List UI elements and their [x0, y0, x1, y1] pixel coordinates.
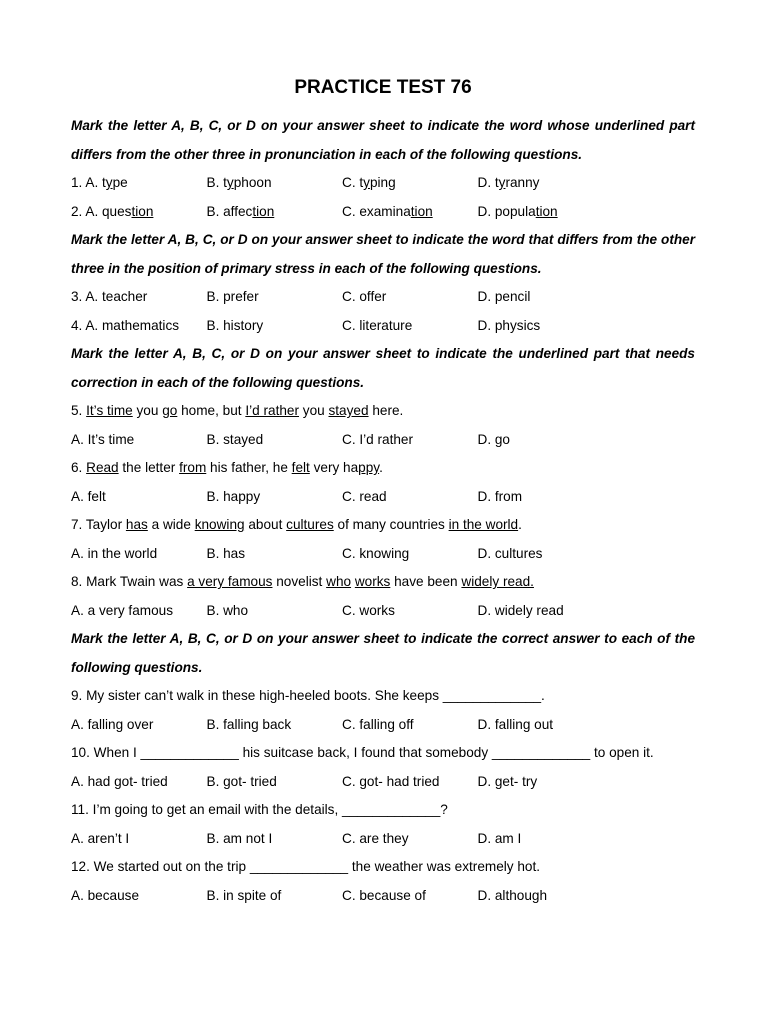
option-6b: B. happy: [206, 488, 261, 504]
option-7a: A. in the world: [71, 545, 158, 561]
option-9b: B. falling back: [206, 716, 292, 732]
option-2b: B. affection: [206, 203, 275, 219]
question-8-stem: 8. Mark Twain was a very famous novelist who works have been widely read.: [71, 574, 534, 589]
question-12-options: [71, 882, 695, 911]
option-5b: B. stayed: [206, 431, 264, 447]
question-6-stem: 6. Read the letter from his father, he felt very happy.: [71, 460, 383, 475]
option-5a: A. It’s time: [71, 431, 135, 447]
option-5c: C. I’d rather: [342, 431, 414, 447]
option-4c: C. literature: [342, 317, 413, 333]
question-8-options: [71, 597, 695, 626]
instruction-answers: Mark the letter A, B, C, or D on your answer sheet to indicate the correct answer to each of the following questions.: [71, 631, 695, 675]
question-2: [71, 198, 695, 227]
option-11a: A. aren’t I: [71, 830, 130, 846]
question-10-stem: 10. When I _____________ his suitcase back, I found that somebody _____________ to open it.: [71, 745, 654, 760]
document-page: [71, 74, 695, 910]
question-9-options: [71, 711, 695, 740]
question-5-options: [71, 426, 695, 455]
question-4: [71, 312, 695, 341]
option-4a: 4. A. mathematics: [71, 317, 180, 333]
question-9-stem: 9. My sister can’t walk in these high-heeled boots. She keeps _____________.: [71, 688, 545, 703]
option-9a: A. falling over: [71, 716, 154, 732]
option-3a: 3. A. teacher: [71, 289, 148, 304]
option-2a: 2. A. question: [71, 203, 154, 219]
option-9c: C. falling off: [342, 716, 414, 732]
question-10-options: [71, 768, 695, 797]
option-10a: A. had got- tried: [71, 773, 168, 789]
option-8c: C. works: [342, 602, 395, 618]
question-7-stem: 7. Taylor has a wide knowing about cultures of many countries in the world.: [71, 517, 522, 532]
option-12d: D. although: [477, 887, 548, 903]
option-11c: C. are they: [342, 830, 409, 846]
page-title: PRACTICE TEST 76: [294, 77, 472, 98]
option-11b: B. am not I: [206, 830, 273, 846]
option-1d: D. tyranny: [477, 175, 540, 190]
option-1b: B. typhoon: [206, 175, 272, 190]
option-2c: C. examination: [342, 203, 433, 219]
option-12b: B. in spite of: [206, 887, 282, 903]
option-1a: 1. A. type: [71, 175, 128, 190]
option-7c: C. knowing: [342, 545, 410, 561]
option-11d: D. am I: [477, 830, 522, 846]
option-6d: D. from: [477, 488, 523, 504]
option-7d: D. cultures: [477, 545, 543, 561]
question-5-stem: 5. It’s time you go home, but I’d rather you stayed here.: [71, 403, 404, 418]
question-11-options: [71, 825, 695, 854]
option-8b: B. who: [206, 602, 249, 618]
option-3b: B. prefer: [206, 289, 259, 304]
option-8a: A. a very famous: [71, 602, 173, 618]
question-12-stem: 12. We started out on the trip _____________ the weather was extremely hot.: [71, 859, 541, 874]
option-9d: D. falling out: [477, 716, 554, 732]
option-7b: B. has: [206, 545, 246, 561]
option-5d: D. go: [477, 431, 510, 447]
option-6c: C. read: [342, 488, 387, 504]
question-1: [71, 169, 695, 198]
option-10c: C. got- had tried: [342, 773, 440, 789]
option-1c: C. typing: [342, 175, 396, 190]
option-10d: D. get- try: [477, 773, 538, 789]
option-4d: D. physics: [477, 317, 541, 333]
option-6a: A. felt: [71, 488, 106, 504]
option-8d: D. widely read: [477, 602, 564, 618]
option-2d: D. population: [477, 203, 558, 219]
option-12a: A. because: [71, 887, 140, 903]
question-11-stem: 11. I’m going to get an email with the details, _____________?: [71, 802, 448, 817]
option-3c: C. offer: [342, 289, 387, 304]
instruction-pronunciation: Mark the letter A, B, C, or D on your answer sheet to indicate the word whose underlined part differs from the other three in pronunciation in each of the following questions.: [71, 118, 695, 162]
option-12c: C. because of: [342, 887, 426, 903]
option-4b: B. history: [206, 317, 264, 333]
question-7-options: [71, 540, 695, 569]
option-3d: D. pencil: [477, 289, 531, 304]
instruction-correction: Mark the letter A, B, C, or D on your answer sheet to indicate the underlined part that needs correction in each of the following questions.: [71, 346, 695, 390]
question-3: [71, 283, 695, 312]
instruction-stress: Mark the letter A, B, C, or D on your answer sheet to indicate the word that differs from the other three in the position of primary stress in each of the following questions.: [71, 232, 695, 276]
question-6-options: [71, 483, 695, 512]
option-10b: B. got- tried: [206, 773, 277, 789]
